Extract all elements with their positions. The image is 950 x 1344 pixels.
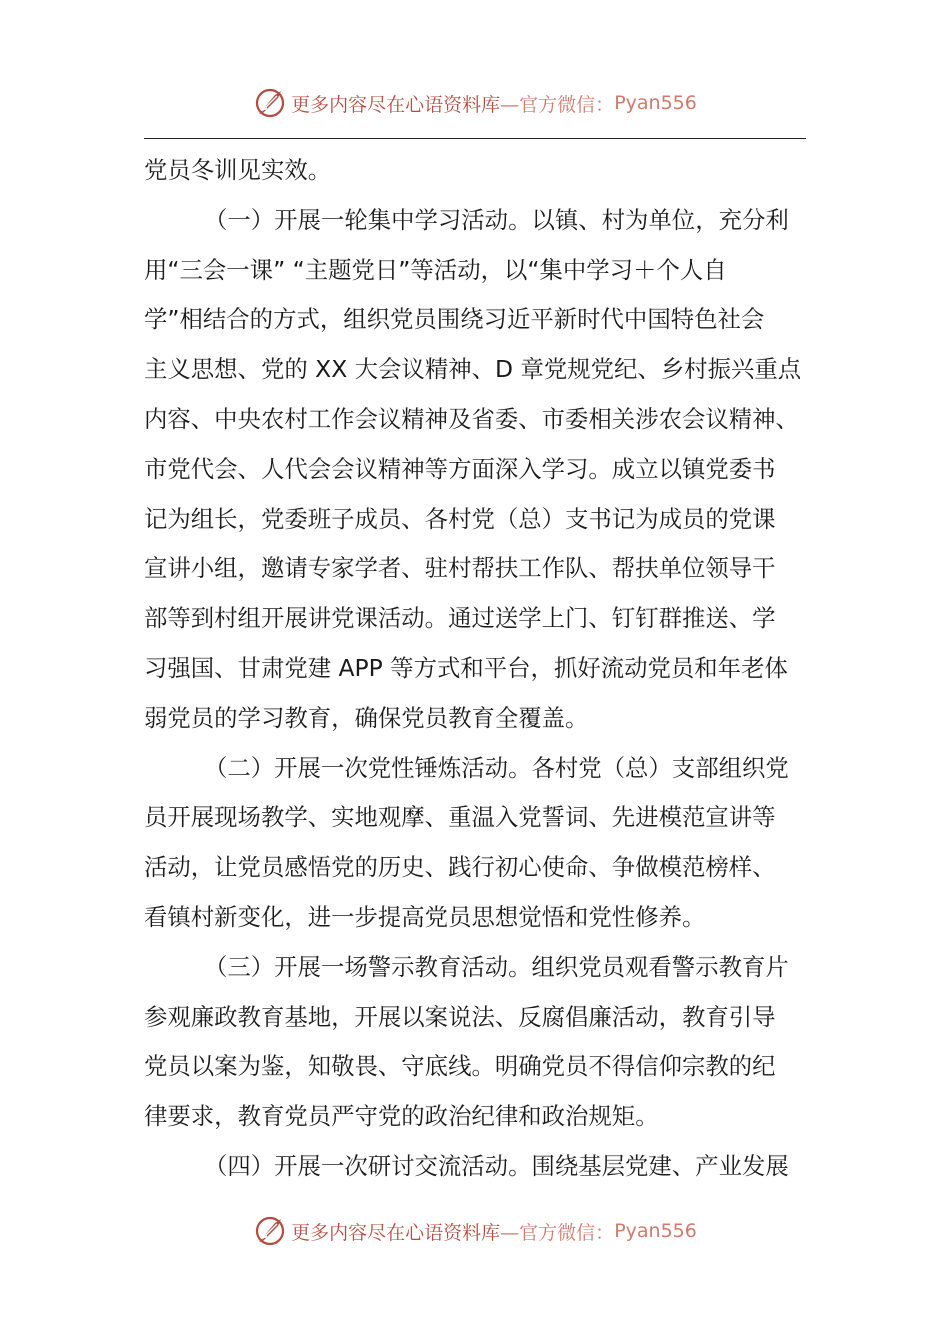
header-contact-text: —官方微信：: [500, 93, 615, 116]
text-line: 活动，让党员感悟党的历史、践行初心使命、争做模范榜样、: [144, 853, 776, 882]
text-line: 参观廉政教育基地，开展以案说法、反腐倡廉活动，教育引导: [144, 1002, 776, 1031]
header-wechat-id: Pyan556: [614, 92, 697, 114]
header-brand-text: 更多内容尽在心语资料库: [291, 93, 501, 116]
text-line: 弱党员的学习教育，确保党员教育全覆盖。: [144, 703, 589, 732]
text-line: 学”相结合的方式，组织党员围绕习近平新时代中国特色社会: [144, 305, 765, 334]
quill-logo-icon: [253, 1214, 287, 1248]
text-line: （一）开展一轮集中学习活动。以镇、村为单位，充分利: [204, 205, 789, 234]
text-line: （四）开展一次研讨交流活动。围绕基层党建、产业发展: [204, 1151, 789, 1180]
text-line: 党员以案为鉴，知敬畏、守底线。明确党员不得信仰宗教的纪: [144, 1052, 776, 1081]
footer-wechat-id: Pyan556: [614, 1220, 697, 1242]
text-line: 部等到村组开展讲党课活动。通过送学上门、钉钉群推送、学: [144, 604, 776, 633]
text-line: 习强国、甘肃党建 APP 等方式和平台，抓好流动党员和年老体: [144, 653, 788, 682]
text-line: （三）开展一场警示教育活动。组织党员观看警示教育片: [204, 952, 789, 981]
text-line: 律要求，教育党员严守党的政治纪律和政治规矩。: [144, 1102, 659, 1131]
document-body: [144, 146, 806, 1192]
text-line: 主义思想、党的 XX 大会议精神、D 章党规党纪、乡村振兴重点: [144, 355, 802, 384]
footer-contact-text: —官方微信：: [500, 1221, 615, 1244]
text-line: 宣讲小组，邀请专家学者、驻村帮扶工作队、帮扶单位领导干: [144, 554, 776, 583]
text-line: 记为组长，党委班子成员、各村党（总）支书记为成员的党课: [144, 504, 776, 533]
text-line: 用“三会一课” “主题党日”等活动，以“集中学习＋个人自: [144, 255, 727, 284]
text-line: 内容、中央农村工作会议精神及省委、市委相关涉农会议精神、: [144, 404, 799, 433]
footer-banner: [0, 1211, 950, 1251]
text-line: 市党代会、人代会会议精神等方面深入学习。成立以镇党委书: [144, 454, 776, 483]
text-line: 看镇村新变化，进一步提高党员思想觉悟和党性修养。: [144, 902, 706, 931]
header-banner: [0, 83, 950, 123]
text-line: 员开展现场教学、实地观摩、重温入党誓词、先进模范宣讲等: [144, 803, 776, 832]
footer-brand-text: 更多内容尽在心语资料库: [291, 1221, 501, 1244]
header-divider: [144, 138, 806, 139]
text-line: 党员冬训见实效。: [144, 156, 332, 184]
text-line: （二）开展一次党性锤炼活动。各村党（总）支部组织党: [204, 753, 789, 782]
quill-logo-icon: [253, 86, 287, 120]
